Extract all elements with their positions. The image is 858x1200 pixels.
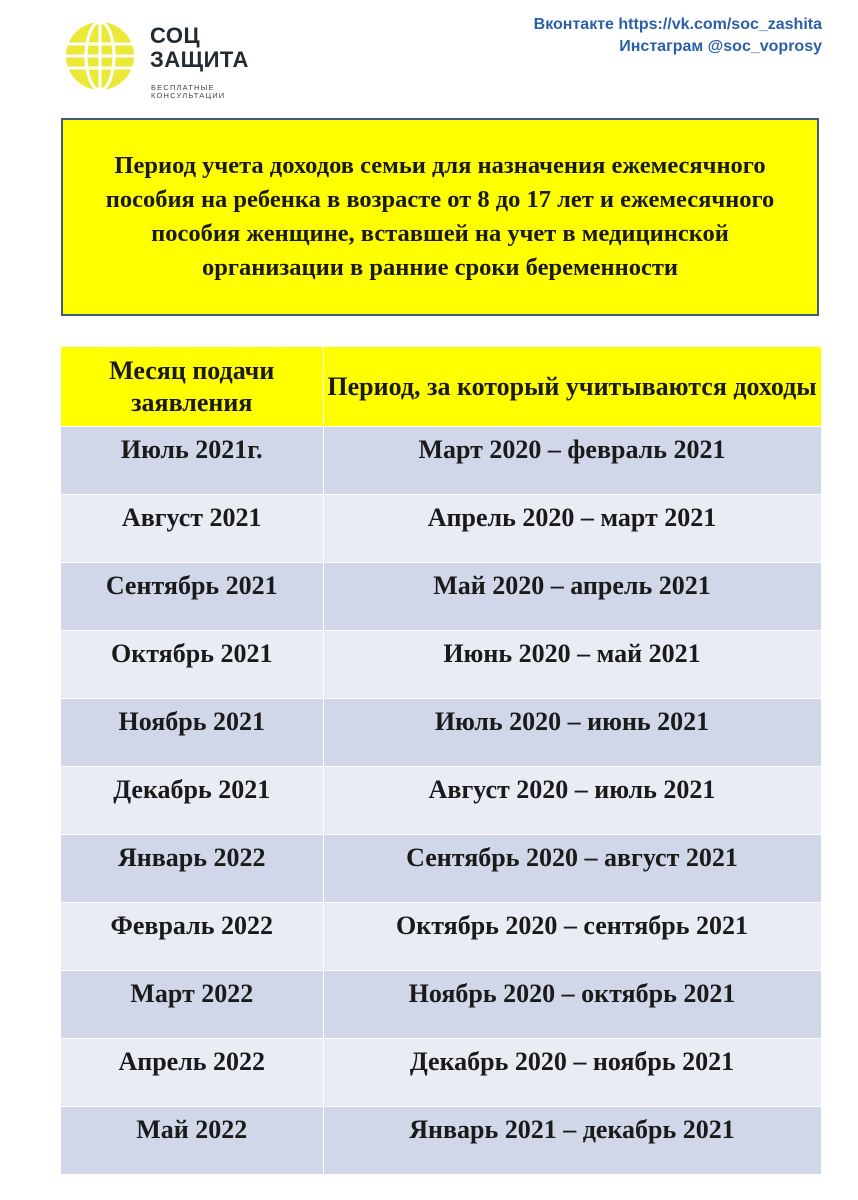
period-cell: Июль 2020 – июнь 2021: [323, 699, 821, 767]
vk-link[interactable]: Вконтакте https://vk.com/soc_zashita: [533, 16, 822, 33]
period-cell: Октябрь 2020 – сентябрь 2021: [323, 903, 821, 971]
period-cell: Май 2020 – апрель 2021: [323, 563, 821, 631]
logo-subtitle: [151, 84, 225, 100]
period-cell: Сентябрь 2020 – август 2021: [323, 835, 821, 903]
month-cell: Май 2022: [61, 1107, 323, 1175]
logo-line-2: ЗАЩИТА: [150, 47, 249, 72]
table-row: [61, 835, 821, 903]
table-header-row: [61, 347, 821, 427]
period-cell: Ноябрь 2020 – октябрь 2021: [323, 971, 821, 1039]
month-cell: Ноябрь 2021: [61, 699, 323, 767]
period-cell: Март 2020 – февраль 2021: [323, 427, 821, 495]
table-row: [61, 1107, 821, 1175]
title-box: [61, 118, 819, 316]
instagram-link[interactable]: Инстаграм @soc_voprosy: [619, 38, 822, 55]
logo-sub-line-2: КОНСУЛЬТАЦИИ: [151, 91, 226, 100]
header-period: Период, за который учитываются доходы: [323, 347, 821, 427]
month-cell: Апрель 2022: [61, 1039, 323, 1107]
table-row: [61, 1039, 821, 1107]
header: [0, 0, 858, 110]
period-cell: Август 2020 – июль 2021: [323, 767, 821, 835]
table-row: [61, 631, 821, 699]
logo-title: [150, 24, 249, 72]
table-row: [61, 903, 821, 971]
table-row: [61, 767, 821, 835]
month-cell: Август 2021: [61, 495, 323, 563]
social-links: [534, 14, 822, 58]
period-cell: Июнь 2020 – май 2021: [323, 631, 821, 699]
month-cell: Январь 2022: [61, 835, 323, 903]
month-cell: Декабрь 2021: [61, 767, 323, 835]
period-cell: Январь 2021 – декабрь 2021: [323, 1107, 821, 1175]
table-row: [61, 427, 821, 495]
month-cell: Октябрь 2021: [61, 631, 323, 699]
period-cell: Апрель 2020 – март 2021: [323, 495, 821, 563]
table-row: [61, 699, 821, 767]
table-row: [61, 971, 821, 1039]
page-title: Период учета доходов семьи для назначения ежемесячного пособия на ребенка в возрасте от 8 до 17 лет и ежемесячного пособия женщине, вставшей на учет в медицинской организации в ранние сроки беременности: [105, 152, 775, 281]
income-period-table: [61, 347, 822, 1175]
logo-line-1: СОЦ: [150, 23, 201, 48]
table-row: [61, 563, 821, 631]
table-row: [61, 495, 821, 563]
month-cell: Февраль 2022: [61, 903, 323, 971]
header-month: Месяц подачи заявления: [61, 347, 323, 427]
month-cell: Сентябрь 2021: [61, 563, 323, 631]
period-cell: Декабрь 2020 – ноябрь 2021: [323, 1039, 821, 1107]
month-cell: Март 2022: [61, 971, 323, 1039]
month-cell: Июль 2021г.: [61, 427, 323, 495]
logo-sub-line-1: БЕСПЛАТНЫЕ: [151, 83, 215, 92]
globe-logo-icon: [64, 20, 136, 92]
